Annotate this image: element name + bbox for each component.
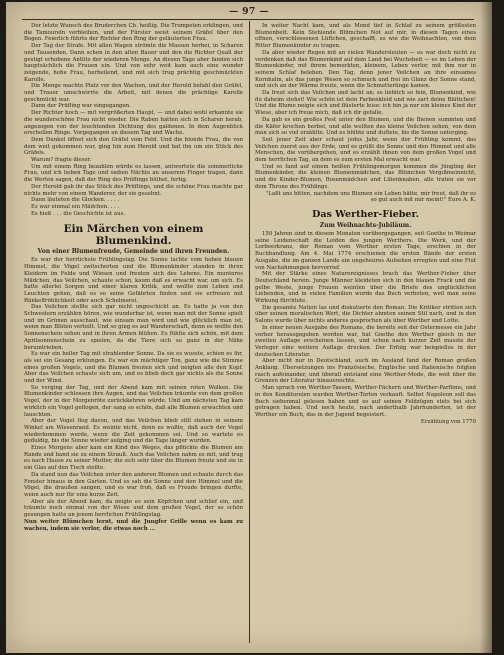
paragraph: Da gab es ein großes Fest unter den Blumen, und die Bienen summten und die Käfer krochen herbei, und alle wollten das kleine Veilchen sehen, von dem man sich so viel erzählte. Und es blühte und duftete, bis die Sonne unterging. bbox=[255, 116, 476, 137]
paragraph: In weiter Nacht kam, und als Mond tief in Schlaf zu seinem größesten Blumenbett. Kein Stehlende Blümchen Not auf mir, in diesen Tagen eines offnen, verschlossenen Lüftchen, geschafft, so wie die Weihnachten, von dem Ritter Blumenkinder zu tragen. bbox=[255, 23, 476, 50]
right-column bbox=[255, 23, 476, 645]
paragraph: Eines Morgens aber kam ein Kind des Weges, das pflückte die Blumen am Rande und band sie zu einem Strauß. Auch das Veilchen nahm es mit, und trug es nach Hause zu seiner Mutter, die sich sehr über die Blumen freute und sie in ein Glas auf den Tisch stellte. bbox=[24, 445, 243, 472]
article-title: Das Werther-Fieber. bbox=[312, 208, 419, 220]
paragraph: Um mit einem Ring bezahlen würde es lassen, antwortete die sommerliche Frau, und ich lieben Tage und sieben Nächte an unserem Finger tragen, dann die Werten sagen, daß der Ring des Prüflings blühet, fertig. bbox=[24, 163, 243, 184]
paragraph: Da stand nun das Veilchen unter den anderen Blumen und schaute durch das Fenster hinaus in den Garten. Und es sah die Sonne und den Himmel und die Vögel, die draußen sangen, und es war froh, daß es Freude bringen durfte, wenn auch nur für eine kurze Zeit. bbox=[24, 471, 243, 498]
header-rule bbox=[22, 19, 474, 20]
paragraph: Da aber wieder Regen mit an vielen Wandersleuten — es war doch nicht zu verdenken daß das Blumenkind auf dem Land bei Wuchsheit — es im Leben der Blumenkinder, mit ihrem bemerkten, kleinem, Leben verlor, mit ihm nur in seinem Schlaf beleben. Den Tag, denn jener Veilchen an ihre einsames Kornhalm, als das junge Wesen so schmuck und frei im Glanz der Sonne stand, und sich an der Wärme freute, wenn die Schmetterlinge kamen. bbox=[255, 49, 476, 90]
page-number: — 97 — bbox=[229, 7, 269, 17]
paragraph: Dann läuteten die Glocken. . . . . bbox=[31, 197, 120, 204]
paragraph: Seit jener Zeit aber schaut jedes Jahr, wenn der Frühling kommt, das Veilchen zuerst aus der Erde, und es grüßt die Sonne und den Himmel und alle Menschen, die vorübergehen, und es erzählt ihnen von dem großen Vogel und dem herrlichen Tag, an dem es zum ersten Mal erwacht war. bbox=[255, 136, 476, 164]
paragraph: Der Herold gab ihr das Stück des Prüflings, und die schöne Frau machte gar nichts mehr von einem Wanderer, der sie gesehnt. bbox=[24, 183, 243, 197]
paragraph: Der Tag der Strafe. Mit allen Wagen strömte die Massen herbei, in Scharen und Tausenden. Dann schen in den alten Bauer und den die Richter Quall der gestigt erhobene Antlitz der wiederen Menge. An diesen Tage aber fanden sich hauptsächlich die Frauen ein. Und von sehr weit kam auch eine wunder zeigende, hohe Frau, herbeilend, und mit sich trug prächtig geschmückten Karolle. bbox=[24, 43, 243, 83]
story-text bbox=[24, 257, 243, 518]
paragraph: Aber der Vogel flog davon, und das Veilchen blieb still stehen in seinem Winkel am Wiesenrand. Es weinte nicht, denn es wußte, daß auch der Vogel wiederkommen werde, wenn die Zeit gekommen sei. Und so wartete es geduldig, bis die Sonne wieder aufging und die Tage länger wurden. bbox=[24, 418, 243, 445]
paragraph: Das Veilchen stellte sich gar nicht ungeschickt an. Es hatte ja von den Schwestern erzählen hören, wie wunderbar ist, wenn man mit der Sonne spielt und im Grünen ausschaut, wie einsam man wird und wie glücklich man ist, wenn man Blüten verteilt. Und so ging es auf Wanderschaft, denn es wollte den Sonnenschein sehen und in ihren Armen blühen. Es fühlte sich schön, mit dem Aprilsonnenschein zu spielen, da die Tiere sich so ganz in der Nähe herumtrieben. bbox=[24, 304, 243, 351]
intro-text bbox=[24, 23, 243, 217]
paragraph: Es war ein heller Tag mit strahlender Sonne. Da sie es wusste, schien es ihr, als sei ein Gesang erklungen. Es war ein mächtiger Ton, ganz wie die Stimme eines großen Vogels, und die Blumen freuten sich und neigten alle den Kopf. Aber das Veilchen schaute sich um, und es blieb doch gar nichts als die Sonne und der Wind. bbox=[24, 351, 243, 385]
paragraph: Dem Dunkel öffnet sich den Gräfel vom Feld. Und die blonde Frau, die von dem weit gekommen war, ging hin zum Herold und bat ihn um ein Stück des Gräfels. bbox=[24, 136, 243, 157]
column-divider bbox=[249, 21, 250, 643]
story-end: Nun weiter Blümchen lernt, und die Jungfer Grille wenn es kam zu wachen, indem sie verlor, die etwas noch ... bbox=[24, 518, 243, 532]
paragraph: Dann der Prüfling war eingegangen. bbox=[31, 103, 131, 110]
paragraph: Es war einmal ein Mädchen. . . . bbox=[31, 203, 120, 210]
left-column bbox=[24, 23, 243, 645]
article-subtitle: Zum Weihnachts-Jubiläum. bbox=[319, 221, 412, 229]
paragraph: 150 Jahren sind in diesem Monaten vorübergegangen, seit Goethe in Weimar seine Leidenschaft die Leiden des jungen Werthers. Die Werk, und der Lorbeerkranz, der Roman vom Werther ersten Tage, erschien in der Buchhandlung. Am 4. Mai 1774 erschienen die ersten Bände der ersten Ausgabe, die im ganzen Lande ein ungeheures Aufsehen erregten und eine Flut von Nachahmungen hervorrief. bbox=[255, 230, 476, 271]
paragraph: Da freut sich das Veilchen und lacht an; so lieblich so fein, Blumenkind, wie du daheim stehst! Wie schön ist dein Farbenkleid und wie zart deine Blättchen! Und die Blume neigte sich und flüsterte leise: ich bin ja nur ein kleines Kind der Wiese, aber ich freue mich, daß ich dir gefalle. bbox=[255, 90, 476, 117]
paragraph: Aber nicht nur in Deutschland, auch im Ausland fand der Roman großen Anklang. Übersetzungen ins Französische, Englische und Italienische folgten rasch aufeinander, und überall entstand eine Werther-Mode, die weit über die Grenzen der Literatur hinausreichte. bbox=[255, 358, 476, 385]
paragraph: Der letzte Wunsch des Bruderchen Ch. heißig. Die Trompeten erklingen, und die Tamoureln verbleihen, und der Fürster weist seinem Gräfel über den Bogen. Feierlich führte der Richter den Ring der geläuterten Frau. bbox=[24, 23, 243, 43]
paragraph: Aber als der Abend kam, da neigte es sein Köpfchen und schlief ein, und träumte noch einmal von der Wiese und dem großen Vogel, der so schön gesungen hatte an jenem herrlichen Frühlingstag. bbox=[24, 498, 243, 519]
story-subtitle: Von einer Blumenfreude, Gemeinde und ihren Freunden. bbox=[37, 248, 230, 256]
paragraph: Man sprach von Werther-Tassen, Werther-Fächern und Werther-Parfüms, und in den Konditoreien wurden Werther-Torten verkauft. Selbst Napoleon soll das Buch siebenmal gelesen haben und es auf seinen Feldzügen stets bei sich getragen haben. Und noch heute, nach anderthalb Jahrhunderten, ist der Werther ein Buch, das in der Jugend begeistert. bbox=[255, 385, 476, 418]
paragraph: Die gesamte Nation las und diskutierte den Roman. Die Kritiker stritten sich über seinen moralischen Wert, die Dichter ahmten seinen Stil nach, und in den Salons wurde über nichts anderes gesprochen als über Werther und Lotte. bbox=[255, 304, 476, 325]
paragraph: Es war der herrlichste Frühlingstag. Die Sonne lachte vom hohen blauen Himmel, die Vögel zwitscherten und die Blumenkinder standen in ihren Kleidern im Felde und Wiesen und freuten sich des Lebens. Ein munteres Mädchen, das Veilchen, schaute schon, kaum daß es erwacht war, um sich. Es hatte allerlei Sorgen und einer klaren Kritik, und wollte zum Leben und Leuchten gehen, daß es so seine Gefährten finden und sie erfreuen mit Ränkelfröhlichkeit oder auch Schelmerei. bbox=[24, 257, 243, 304]
continued-end: "Laßt uns bitten, nachdem uns Blumen ein Leben hätte, mir freut, daß ihr es so gut auch mit mir meint!" Eure A. K. bbox=[265, 190, 476, 204]
paragraph: Warum? fragte dieser. bbox=[31, 157, 92, 164]
article-text bbox=[255, 231, 476, 419]
paragraph: Und so fand auf einem heißen Frühlingsmorgen kommen die Jüngling der Blumenkinder, die kleinen Blumenmädchen, das Blümchen Vergißmeinnicht, und die Kinder-Blumen, Rosenmädchen und Lilienknaben, alle traten sie vor dem Throne des Frühlings. bbox=[255, 163, 476, 190]
paragraph: Mit der Stärke eines Naturereignisses brach das Werther-Fieber über Deutschland herein. Junge Männer kleideten sich in den blauen Frack und die gelbe Weste, junge Frauen weinten über die Briefe des unglücklichen Liebenden, und in vielen Familien wurde das Buch verboten, weil man seine Wirkung fürchtete. bbox=[255, 271, 476, 305]
newspaper-page bbox=[6, 2, 492, 653]
continued-text bbox=[255, 23, 476, 191]
paragraph: In einer neuen Ausgabe des Romans, die bereits seit der Ostermesse ein Jahr vorher herausgegeben worden war, hat Goethe den Werther gleich in der zweiten Auflage erscheinen lassen, und schon nach kurzer Zeit musste der Verleger eine weitere Auflage drucken. Der Erfolg war beispiellos in der deutschen Literatur. bbox=[255, 324, 476, 358]
paragraph: Die Menge machte Platz vor den Wachen, und der Herold befahl den Gräfel, und Trauer umschwirrte die Arbeit, mit denen die prächtige Karolle geschmückt war. bbox=[24, 83, 243, 103]
paragraph: Es hieß . . . die Geschichte ist aus. bbox=[31, 210, 126, 217]
paragraph: So verging der Tag, und der Abend kam mit seinen roten Wolken. Die Blumenkinder schlossen ihre Augen, und das Veilchen träumte von dem großen Vogel, der in der Morgenröte zurückkehren würde. Und am nächsten Tag kam wirklich ein Vogel geflogen, der sang so schön, daß alle Blumen erwachten und lauschten. bbox=[24, 384, 243, 418]
paragraph: Der Richter hoch — mit vergrößerten Haupt, — und dabei wohl erkannte sie die wunderschöne Frau nicht wieder. Die Raben hatten sich in Scharen herab, angezogen von der leuchtenden Dichtung des galdenen. In dem Augenblick erschollen Ringe. Vorgegangen an diesem Tag und Wache. bbox=[24, 110, 243, 137]
article-end: Erzählung von 1770 bbox=[420, 418, 476, 425]
story-title: Ein Märchen von einem Blumenkind. bbox=[63, 223, 204, 248]
